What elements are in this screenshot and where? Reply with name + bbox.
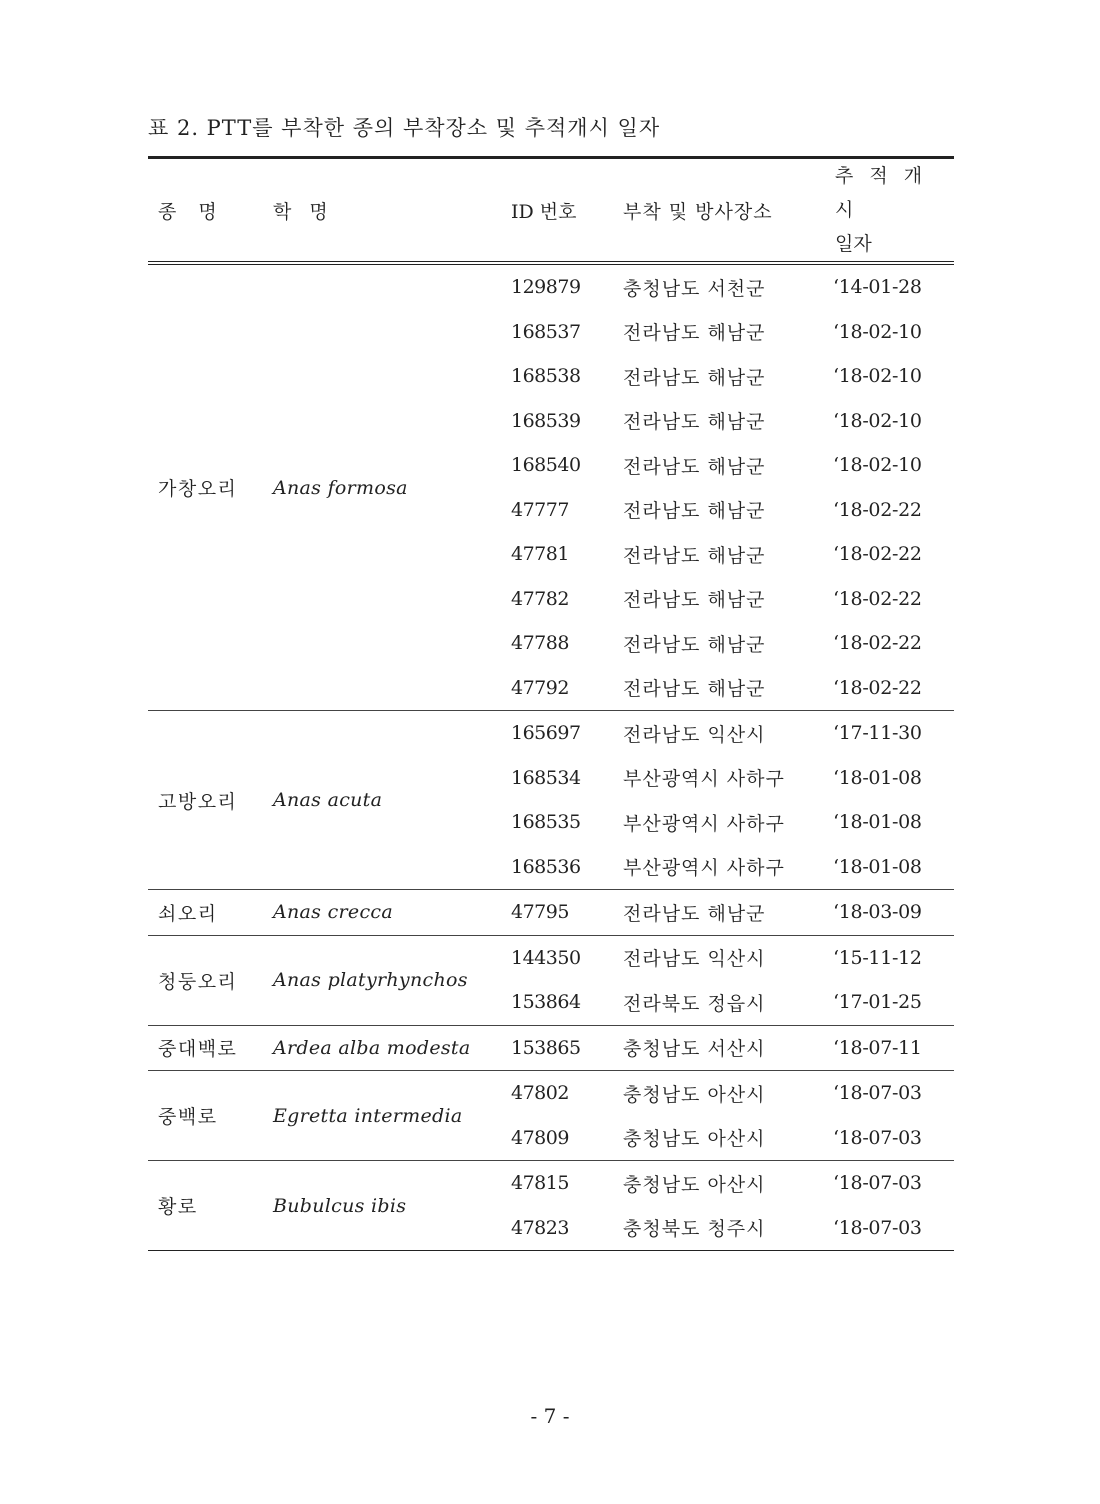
id-cell: 47788 bbox=[511, 632, 569, 655]
ptt-attachment-table bbox=[148, 156, 954, 1251]
start-date-cell: ‘18-02-10 bbox=[833, 409, 922, 432]
location-cell: 전라남도 해남군 bbox=[623, 678, 766, 701]
location-cell: 전라남도 익산시 bbox=[609, 711, 821, 756]
start-date-cell: ‘18-02-22 bbox=[833, 587, 922, 610]
table-caption: 표 2. PTT를 부착한 종의 부착장소 및 추적개시 일자 bbox=[148, 116, 661, 140]
species-name-cell: 청둥오리 bbox=[148, 935, 263, 1025]
location-cell: 충청남도 서산시 bbox=[609, 1025, 821, 1071]
id-cell: 47823 bbox=[499, 1206, 609, 1251]
species-name-cell: 황로 bbox=[148, 1161, 263, 1251]
id-cell: 47809 bbox=[511, 1126, 569, 1149]
location-cell: 부산광역시 사하구 bbox=[623, 812, 785, 835]
id-cell: 168540 bbox=[511, 454, 581, 477]
start-date-cell: ‘15-11-12 bbox=[821, 935, 954, 980]
location-cell: 전라남도 해남군 bbox=[623, 544, 766, 567]
id-cell: 168539 bbox=[511, 409, 581, 432]
table-row bbox=[148, 890, 954, 936]
scientific-name-cell: Bubulcus ibis bbox=[263, 1161, 499, 1251]
id-cell: 144350 bbox=[499, 935, 609, 980]
table-row bbox=[148, 1025, 954, 1071]
start-date-cell: ‘18-07-11 bbox=[821, 1025, 954, 1071]
start-date-cell: ‘18-07-03 bbox=[821, 1161, 954, 1206]
start-date-cell: ‘17-01-25 bbox=[833, 991, 922, 1014]
table-row bbox=[148, 711, 954, 756]
table-row bbox=[148, 1161, 954, 1206]
id-cell: 168534 bbox=[511, 766, 581, 789]
start-date-cell: ‘18-02-22 bbox=[833, 498, 922, 521]
location-cell: 전라북도 정읍시 bbox=[623, 992, 766, 1015]
scientific-name-cell: Ardea alba modesta bbox=[263, 1025, 499, 1071]
table-row bbox=[148, 935, 954, 980]
start-date-cell: ‘18-02-10 bbox=[833, 454, 922, 477]
location-cell: 전라남도 해남군 bbox=[623, 500, 766, 523]
species-name-cell: 중대백로 bbox=[148, 1025, 263, 1071]
start-date-cell: ‘18-02-22 bbox=[833, 543, 922, 566]
scientific-name-cell: Anas crecca bbox=[263, 890, 499, 936]
location-cell: 충청북도 청주시 bbox=[609, 1206, 821, 1251]
location-cell: 충청남도 아산시 bbox=[609, 1071, 821, 1116]
start-date-cell: ‘18-07-03 bbox=[833, 1126, 922, 1149]
location-cell: 전라남도 해남군 bbox=[623, 366, 766, 389]
id-cell: 47781 bbox=[511, 543, 569, 566]
location-cell: 전라남도 해남군 bbox=[623, 411, 766, 434]
location-cell: 부산광역시 사하구 bbox=[623, 857, 785, 880]
species-name-cell: 가창오리 bbox=[148, 263, 263, 711]
location-cell: 부산광역시 사하구 bbox=[623, 768, 785, 791]
start-date-cell: ‘14-01-28 bbox=[821, 263, 954, 310]
id-cell: 168538 bbox=[511, 365, 581, 388]
id-cell: 47795 bbox=[499, 890, 609, 936]
start-date-cell: ‘18-02-10 bbox=[833, 320, 922, 343]
scientific-name-cell: Anas acuta bbox=[263, 711, 499, 890]
start-date-cell: ‘18-07-03 bbox=[821, 1206, 954, 1251]
location-cell: 충청남도 아산시 bbox=[623, 1128, 766, 1151]
start-date-cell: ‘18-02-10 bbox=[833, 365, 922, 388]
table-row bbox=[148, 263, 954, 310]
table-body bbox=[148, 263, 954, 1251]
location-cell: 전라남도 해남군 bbox=[623, 633, 766, 656]
header-location: 부착 및 방사장소 bbox=[609, 158, 821, 264]
start-date-cell: ‘17-11-30 bbox=[821, 711, 954, 756]
start-date-cell: ‘18-02-22 bbox=[833, 676, 922, 699]
id-cell: 47815 bbox=[499, 1161, 609, 1206]
table-row bbox=[148, 1071, 954, 1116]
location-cell: 전라남도 익산시 bbox=[609, 935, 821, 980]
species-name-cell: 쇠오리 bbox=[148, 890, 263, 936]
id-cell: 129879 bbox=[499, 263, 609, 310]
species-name-cell: 고방오리 bbox=[148, 711, 263, 890]
start-date-cell: ‘18-02-22 bbox=[833, 632, 922, 655]
scientific-name-cell: Egretta intermedia bbox=[263, 1071, 499, 1161]
start-date-cell: ‘18-07-03 bbox=[821, 1071, 954, 1116]
id-cell: 165697 bbox=[499, 711, 609, 756]
id-cell: 168535 bbox=[511, 811, 581, 834]
header-id-number: ID 번호 bbox=[499, 158, 609, 264]
location-cell: 충청남도 서천군 bbox=[609, 263, 821, 310]
location-cell: 전라남도 해남군 bbox=[609, 890, 821, 936]
start-date-cell: ‘18-03-09 bbox=[821, 890, 954, 936]
start-date-cell: ‘18-01-08 bbox=[833, 855, 922, 878]
location-cell: 전라남도 해남군 bbox=[623, 455, 766, 478]
header-scientific-name: 학 명 bbox=[263, 158, 499, 264]
id-cell: 168536 bbox=[511, 855, 581, 878]
header-start-date: 추 적 개 시 일자 bbox=[821, 158, 954, 264]
id-cell: 168537 bbox=[511, 320, 581, 343]
ptt-table-container bbox=[148, 156, 954, 1251]
id-cell: 47777 bbox=[511, 498, 569, 521]
start-date-cell: ‘18-01-08 bbox=[833, 766, 922, 789]
start-date-cell: ‘18-01-08 bbox=[833, 811, 922, 834]
id-cell: 47792 bbox=[511, 676, 569, 699]
location-cell: 전라남도 해남군 bbox=[623, 322, 766, 345]
location-cell: 충청남도 아산시 bbox=[609, 1161, 821, 1206]
scientific-name-cell: Anas platyrhynchos bbox=[263, 935, 499, 1025]
species-name-cell: 중백로 bbox=[148, 1071, 263, 1161]
scientific-name-cell: Anas formosa bbox=[263, 263, 499, 711]
header-species-name: 종 명 bbox=[148, 158, 263, 264]
page-number: - 7 - bbox=[530, 1404, 570, 1428]
table-header bbox=[148, 158, 954, 264]
id-cell: 153864 bbox=[511, 991, 581, 1014]
id-cell: 47802 bbox=[499, 1071, 609, 1116]
id-cell: 153865 bbox=[499, 1025, 609, 1071]
id-cell: 47782 bbox=[511, 587, 569, 610]
location-cell: 전라남도 해남군 bbox=[623, 589, 766, 612]
